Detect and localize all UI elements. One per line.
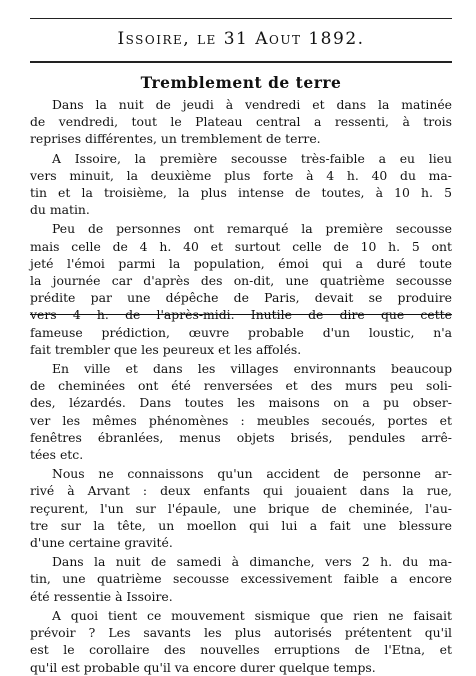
paragraph-line: En ville et dans les villages environnants beaucoup	[52, 361, 452, 377]
paragraph-line: tin et la troisième, la plus intense de toutes, à 10 h. 5	[30, 185, 452, 201]
paragraph-line: fameuse prédiction, œuvre probable d'un loustic, n'a	[30, 324, 452, 340]
paragraph-line: A Issoire, la première secousse très-faible a eu lieu	[52, 150, 452, 166]
paragraph-line: reçurent, l'un sur l'épaule, une brique de cheminée, l'au-	[30, 500, 452, 516]
article-title: Tremblement de terre	[140, 73, 342, 92]
paragraph-line: été ressentie à Issoire.	[30, 588, 173, 604]
article-paragraph	[30, 150, 452, 219]
paragraph-line: vers 4 h. de l'après-midi. Inutile de dire que cette	[30, 307, 452, 323]
article-paragraph	[30, 607, 452, 676]
paragraph-line: de cheminées ont été renversées et des murs peu soli-	[30, 378, 452, 394]
paragraph-line: A quoi tient ce mouvement sismique que rien ne faisait	[52, 607, 452, 623]
paragraph-line: fenêtres ébranlées, menus objets brisés, pendules arrê-	[30, 429, 452, 445]
paragraph-line: mais celle de 4 h. 40 et surtout celle de 10 h. 5 ont	[30, 238, 452, 254]
article-paragraph	[30, 465, 452, 551]
paragraph-line: de vendredi, tout le Plateau central a ressenti, à trois	[30, 114, 452, 130]
article-paragraph	[30, 553, 452, 605]
article-paragraph	[30, 220, 452, 358]
paragraph-line: tin, une quatrième secousse excessivement faible a encore	[30, 571, 452, 587]
paragraph-line: vers minuit, la deuxième plus forte à 4 h. 40 du ma-	[30, 167, 452, 183]
paragraph-line: Peu de personnes ont remarqué la première secousse	[52, 221, 452, 237]
article-paragraph	[30, 96, 452, 148]
paragraph-line: prédite par une dépêche de Paris, devait se produire	[30, 290, 452, 306]
paragraph-line: Dans la nuit de jeudi à vendredi et dans la matinée	[52, 97, 452, 112]
top-rule	[30, 18, 452, 19]
paragraph-line: d'une certaine gravité.	[30, 535, 173, 551]
paragraph-line: des, lézardés. Dans toutes les maisons on a pu obser-	[30, 395, 452, 411]
paragraph-line: ver les mêmes phénomènes : meubles secoués, portes et	[30, 412, 452, 428]
article-paragraph	[30, 360, 452, 463]
dateline: Issoire, le 31 Aout 1892.	[117, 29, 365, 49]
paragraph-line: prévoir ? Les savants les plus autorisés prétentent qu'il	[30, 625, 452, 641]
paragraph-line: qu'il est probable qu'il va encore durer quelque temps.	[30, 659, 376, 675]
paragraph-line: tées etc.	[30, 447, 84, 463]
paragraph-line: du matin.	[30, 202, 90, 218]
paragraph-line: fait trembler que les peureux et les affolés.	[30, 341, 302, 357]
paragraph-line: tre sur la tête, un moellon qui lui a fait une blessure	[30, 517, 452, 533]
paragraph-line: est le corollaire des nouvelles erruptions de l'Etna, et	[30, 642, 452, 658]
paragraph-line: rivé à Arvant : deux enfants qui jouaient dans la rue,	[30, 483, 452, 499]
article-body	[30, 96, 452, 676]
paragraph-line: reprises différentes, un tremblement de terre.	[30, 131, 321, 147]
paragraph-line: la journée car d'après des on-dit, une quatrième secousse	[30, 273, 452, 289]
paragraph-line: Dans la nuit de samedi à dimanche, vers 2 h. du ma-	[52, 554, 452, 570]
paragraph-line: Nous ne connaissons qu'un accident de personne ar-	[52, 466, 452, 482]
paragraph-line: jeté l'émoi parmi la population, émoi qui a duré toute	[30, 255, 452, 271]
header-rule	[30, 61, 452, 63]
